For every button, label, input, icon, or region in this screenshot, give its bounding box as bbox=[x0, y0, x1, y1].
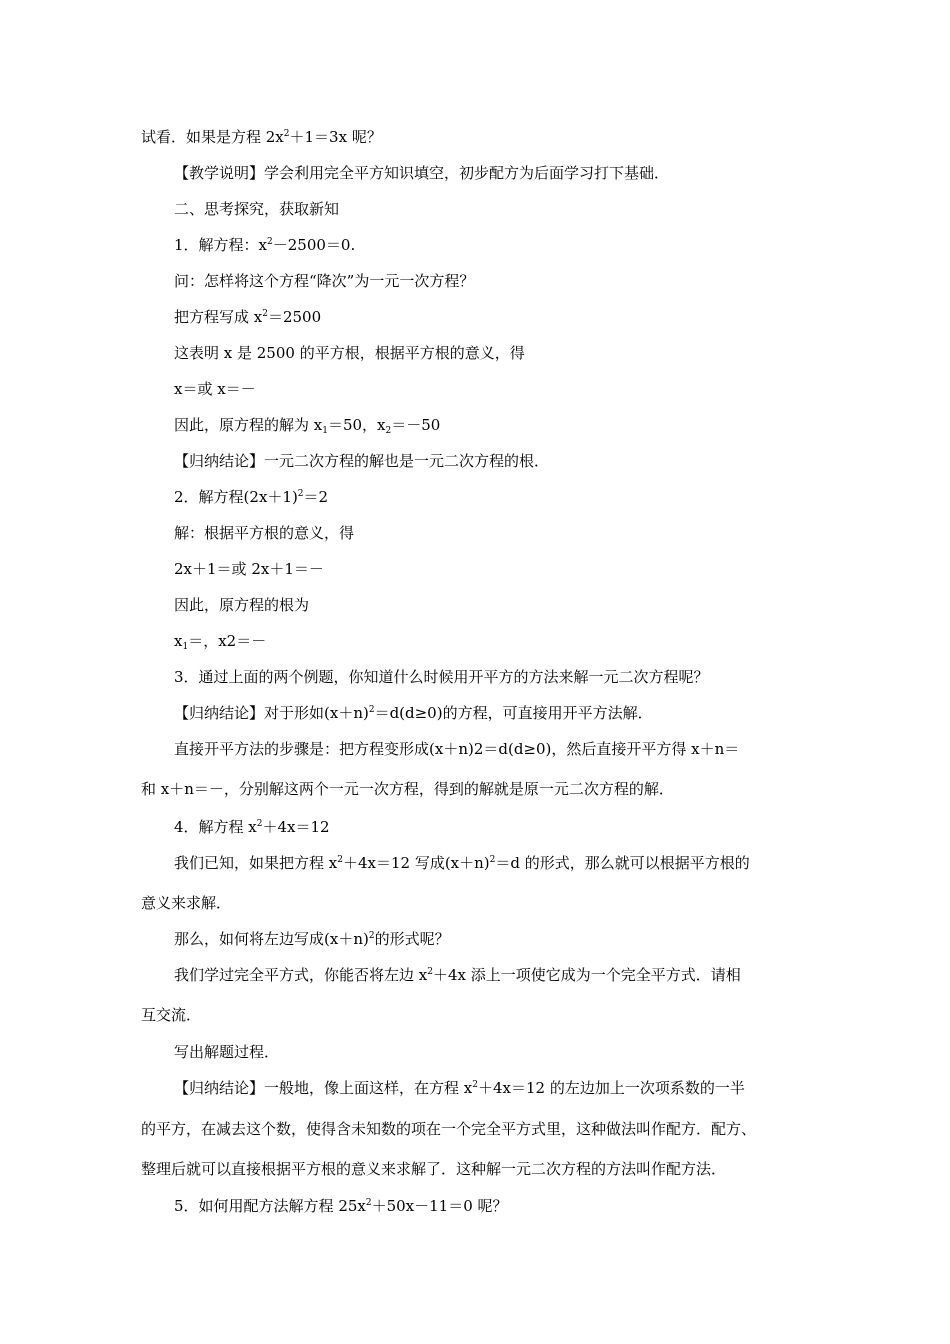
problem-2: 2．解方程$(2x+1)^2=2$ bbox=[174, 488, 329, 506]
text-line: 意义来求解． bbox=[141, 894, 232, 912]
problem-3: 3．通过上面的两个例题，你知道什么时候用开平方的方法来解一元二次方程呢？ bbox=[174, 668, 709, 686]
text-line: 试看．如果是方程 $2x^2+1=3x$ 呢？ bbox=[141, 128, 382, 146]
text-line: 解：根据平方根的意义，得 bbox=[174, 524, 355, 542]
conclusion: 【归纳结论】一般地，像上面这样，在方程 $x^2+4x=12$ 的左边加上一次项系数的一半 bbox=[174, 1079, 745, 1097]
text-line: 因此，原方程的根为 bbox=[174, 596, 310, 614]
text-line: 我们已知，如果把方程 $x^2+4x=12$ 写成$(x+n)^2=d$ 的形式，那么就可以根据平方根的 bbox=[174, 854, 750, 872]
text-line: 问：怎样将这个方程“降次”为一元一次方程？ bbox=[174, 272, 475, 290]
conclusion: 【归纳结论】一元二次方程的解也是一元二次方程的根． bbox=[174, 452, 550, 470]
text-line: 因此，原方程的解为 $x_1=50$，$x_2=-50$ bbox=[174, 416, 441, 436]
teaching-note: 【教学说明】学会利用完全平方知识填空，初步配方为后面学习打下基础． bbox=[174, 164, 670, 182]
conclusion: 【归纳结论】对于形如$(x+n)^2=d(d\ge 0)$的方程，可直接用开平方法解． bbox=[174, 704, 653, 722]
text-line: 和 x＋n＝－，分别解这两个一元一次方程，得到的解就是原一元二次方程的解． bbox=[141, 780, 674, 798]
problem-4: 4．解方程 $x^2+4x=12$ bbox=[174, 818, 330, 836]
text-line: 我们学过完全平方式，你能否将左边 $x^2+4x$ 添上一项使它成为一个完全平方式．请相 bbox=[174, 966, 741, 984]
text-line: 的平方，在减去这个数，使得含未知数的项在一个完全平方式里，这种做法叫作配方．配方、 bbox=[141, 1120, 757, 1138]
text-line: 直接开平方法的步骤是：把方程变形成(x＋n)2＝d(d≥0)，然后直接开平方得 x＋n＝ bbox=[174, 740, 740, 758]
problem-1: 1．解方程：$x^2-2500=0$. bbox=[174, 236, 356, 254]
problem-5: 5．如何用配方法解方程 $25x^2+50x-11=0$ 呢？ bbox=[174, 1197, 508, 1215]
section-heading: 二、思考探究，获取新知 bbox=[174, 200, 340, 218]
text-line: 这表明 x 是 2500 的平方根，根据平方根的意义，得 bbox=[174, 344, 525, 362]
text-line: $x_1=$，x2＝－ bbox=[174, 632, 267, 652]
text-line: 那么，如何将左边写成$(x+n)^2$的形式呢？ bbox=[174, 930, 450, 948]
text-line: 整理后就可以直接根据平方根的意义来求解了．这种解一元二次方程的方法叫作配方法． bbox=[141, 1160, 727, 1178]
text-line: 写出解题过程． bbox=[174, 1043, 280, 1061]
text-line: 2x＋1＝或 2x＋1＝－ bbox=[174, 560, 324, 578]
text-line: x＝或 x＝－ bbox=[174, 380, 256, 398]
text-line: 互交流． bbox=[141, 1006, 202, 1024]
text-line: 把方程写成 $x^2=2500$ bbox=[174, 308, 322, 326]
